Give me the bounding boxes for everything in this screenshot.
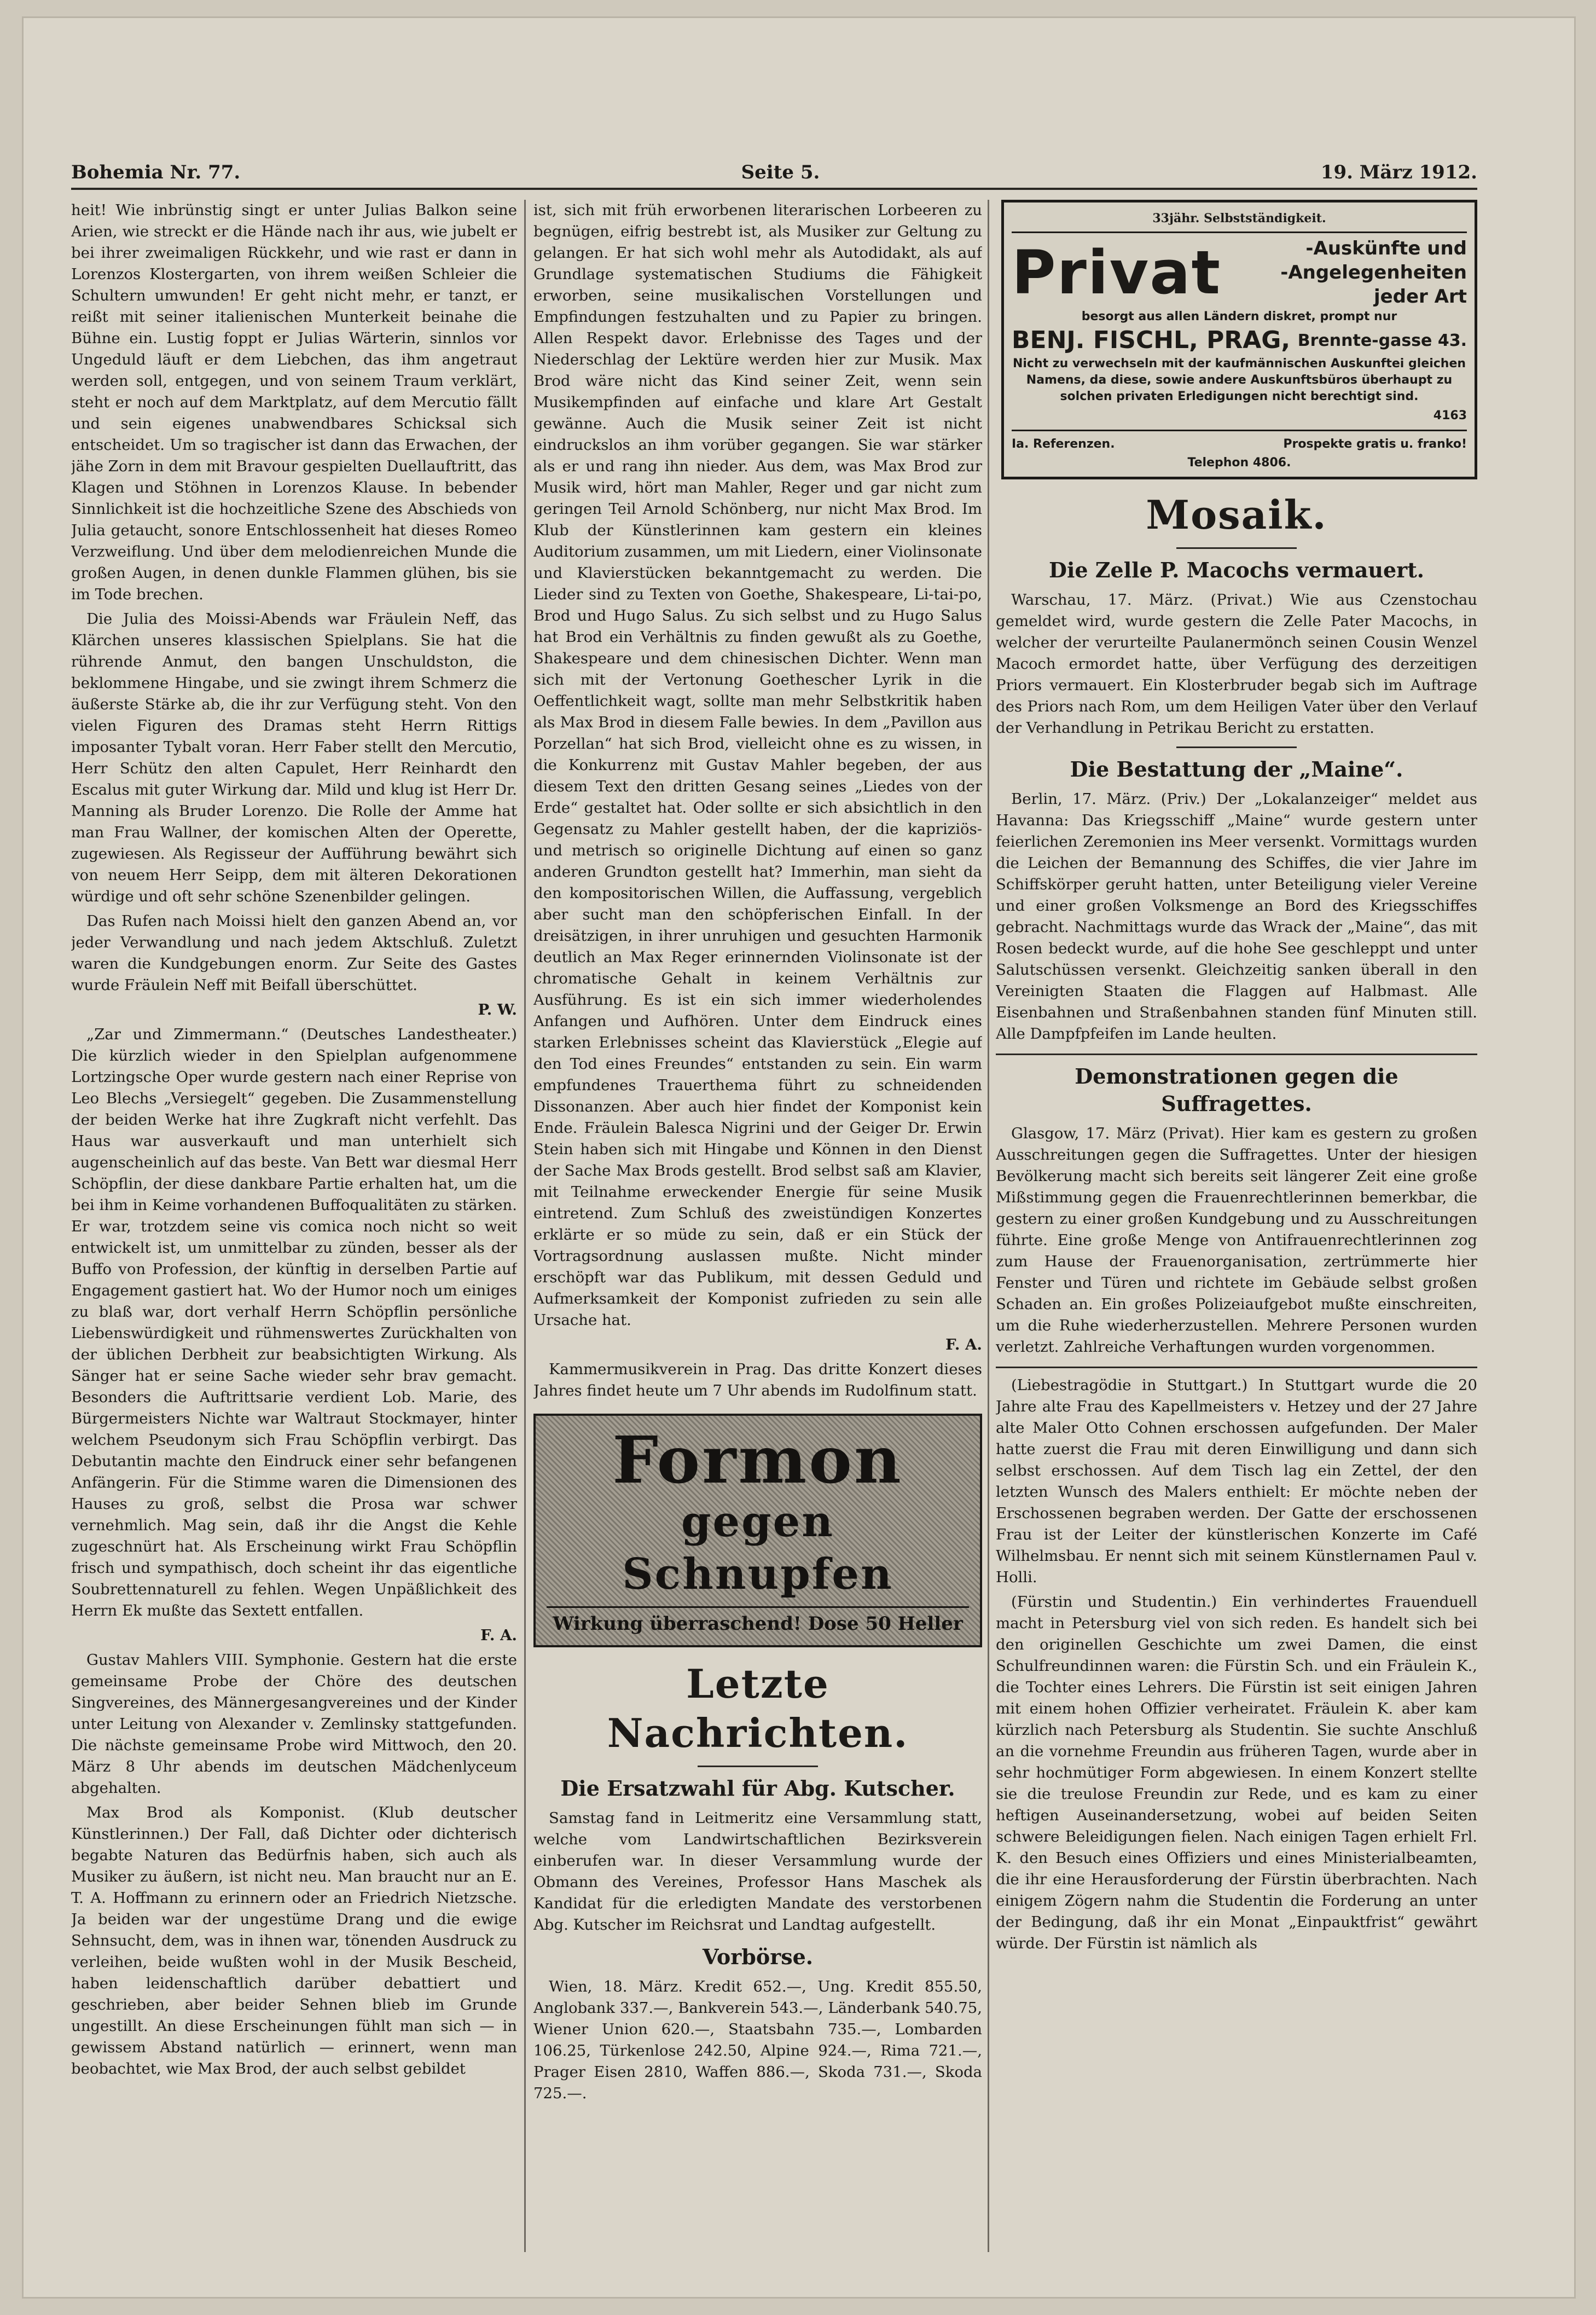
article-heading: Demonstrationen gegen die Suffragettes. (1075, 1064, 1398, 1116)
article-text: Max Brod als Komponist. (Klub deutscher Künstlerinnen.) Der Fall, daß Dichter oder dichterisch begabte Naturen das Bedürfnis haben, sich auch als Musiker zu äußern, ist nicht neu. Man braucht nur an E. T. A. Hoffmann zu erinnern oder an Friedrich Nietzsche. Ja beiden war der ungestüme Drang und die ewige Sehnsucht, dem, was in ihnen war, tönenden Ausdruck zu verleihen, beide wußten wohl in der Musik Bescheid, haben leidenschaftlich darüber debattiert und geschrieben, aber beider Sehnen blieb im Grunde ungestillt. An diese Erscheinungen fühlt man sich — in gewissem Abstand natürlich — erinnert, wenn man beobachtet, wie Max Brod, der auch selbst gebildet (71, 1804, 517, 2077)
article-heading: Vorbörse. (702, 1944, 814, 1969)
article-text: (Liebestragödie in Stuttgart.) In Stuttgart wurde die 20 Jahre alte Frau des Kapellmeisters v. Hetzey und der 27 Jahre alte Maler Otto Cohnen erschossen aufgefunden. Der Maler hatte zuerst die Frau mit deren Einwilligung und dann sich selbst erschossen. Auf dem Tisch lag ein Zettel, der den letzten Wunsch des Malers enthielt: Er möchte neben der Erschossenen begraben werden. Der Gatte der erschossenen Frau ist der Leiter der künstlerischen Konzerte im Café Wilhelmsbau. Er nennt sich mit seinem Künstlernamen Paul v. Holli. (996, 1376, 1477, 1586)
article-text: (Fürstin und Studentin.) Ein verhindertes Frauenduell macht in Petersburg viel von sich reden. Es handelt sich bei den originellen Geschichte um zwei Damen, die einst Schulfreundinnen waren: die Fürstin Sch. und ein Fräulein K., die Tochter eines Lehrers. Die Fürstin ist seit einigen Jahren mit einem hohen Offizier verheiratet. Fräulein K. aber kam kürzlich nach Petersburg als Studentin. Sie suchte Anschluß an die vornehme Freundin aus früheren Tagen, wurde aber in sehr hochmütiger Form abgewiesen. In einem Konzert stellte sie die treulose Freundin zur Rede, und es kam zu einer heftigen Auseinandersetzung, wobei auf beiden Seiten schwere Beleidigungen fielen. Nach einigen Tagen erhielt Frl. K. den Besuch eines Offiziers und eines Ministerialbeamten, die ihr eine Herausforderung der Fürstin überbrachten. Nach einigem Zögern nahm die Studentin die Forderung an unter der Bedingung, daß ihr ein Monat „Einpauktfrist“ gewährt würde. Der Fürstin ist nämlich als (996, 1593, 1477, 1952)
divider (1176, 746, 1297, 748)
divider (698, 1766, 818, 1767)
signature: F. A. (945, 1336, 982, 1353)
column-1 (71, 200, 517, 2279)
column-rule-2 (988, 200, 989, 2252)
signature: P. W. (478, 1001, 517, 1018)
ad-phone: Telephon 4806. (1187, 456, 1291, 470)
article-heading: Die Bestattung der „Maine“. (1070, 757, 1403, 782)
article-heading: Die Zelle P. Macochs vermauert. (1048, 558, 1424, 582)
formon-advertisement (533, 1414, 982, 1647)
newspaper-page (22, 16, 1576, 2299)
article-text: Die Julia des Moissi-Abends war Fräulein Neff, das Klärchen unseres klassischen Spielplans. Sie hat die rührende Anmut, den bangen Unschuldston, die beklommene Hingabe, und sie zwingt ihrem Schmerz die äußerste Stärke ab, die ihr zur Verfügung steht. Von den vielen Figuren des Dramas steht Herrn Rittigs imposanter Tybalt voran. Herr Faber stellt den Mercutio, Herr Schütz den alten Capulet, Herr Reinhardt den Escalus mit guter Wirkung dar. Mild und klug ist Herr Dr. Manning als Bruder Lorenzo. Die Rolle der Amme hat man Frau Wallner, der komischen Alten der Operette, zugewiesen. Als Regisseur der Aufführung bewährt sich von neuem Herr Seipp, dem mit älteren Dekorationen würdige und oft sehr schöne Szenenbilder gelingen. (71, 610, 517, 905)
column-2 (533, 200, 982, 2279)
article-text: Samstag fand in Leitmeritz eine Versammlung statt, welche vom Landwirtschaftlichen Bezirksverein einberufen war. In dieser Versammlung wurde der Obmann des Vereines, Professor Hans Maschek als Kandidat für die erledigten Mandate des verstorbenen Abg. Kutscher im Reichsrat und Landtag aufgestellt. (533, 1809, 982, 1934)
article-heading: Die Ersatzwahl für Abg. Kutscher. (560, 1776, 955, 1801)
section-heading: Letzte Nachrichten. (607, 1660, 909, 1756)
article-text: Berlin, 17. März. (Priv.) Der „Lokalanzeiger“ meldet aus Havanna: Das Kriegsschiff „Maine“ wurde gestern unter feierlichen Zeremonien ins Meer versenkt. Vormittags wurden die Leichen der Bemannung des Schiffes, die vier Jahre im Schiffskörper geruht hatten, unter Beteiligung vieler Vereine und einer großen Volksmenge an Bord des Kriegsschiffes gebracht. Nachmittags wurde das Wrack der „Maine“, das mit Rosen bedeckt wurde, auf die hohe See geschleppt und unter Salutschüssen versenkt. Gleichzeitig sanken überall in den Vereinigten Staaten die Flaggen auf Halbmast. Alle Eisenbahnen und Straßenbahnen standen fünf Minuten still. Alle Dampfpfeifen im Lande heulten. (996, 790, 1477, 1043)
ad-top-line: 33jähr. Selbstständigkeit. (1012, 208, 1467, 233)
ad-references: Ia. Referenzen. (1012, 437, 1115, 451)
divider (996, 1367, 1477, 1368)
section-heading: Mosaik. (1146, 491, 1327, 538)
signature: F. A. (480, 1627, 517, 1644)
ad-right-3: jeder Art (1373, 286, 1467, 308)
article-text: „Zar und Zimmermann.“ (Deutsches Landestheater.) Die kürzlich wieder in den Spielplan aufgenommene Lortzingsche Oper wurde gestern nach einer Reprise von Leo Blechs „Versiegelt“ gegeben. Die Zusammenstellung der beiden Werke hat ihre Zugkraft nicht verfehlt. Das Haus war ausverkauft und man unterhielt sich augenscheinlich auf das beste. Van Bett war diesmal Herr Schöpflin, der diese dankbare Partie erhalten hat, um die bei ihm in Keime vorhandenen Buffoqualitäten zu stärken. Er war, trotzdem seine vis comica noch nicht so weit entwickelt ist, um unmittelbar zu zünden, besser als der Buffo von Profession, der künftig in derselben Partie auf Engagement gastiert hat. Wo der Humor noch um einiges zu blaß war, dort verhalf Herrn Schöpflin persönliche Liebenswürdigkeit und rühmenswertes Zurückhalten von der üblichen Derbheit zur beabsichtigten Wirkung. Als Sänger hat er seine Sache wieder sehr brav gemacht. Besonders die Auftrittsarie verdient Lob. Marie, des Bürgermeisters Nichte war Waltraut Stockmayer, hinter welchem Pseudonym sich Frau Schöpflin verbirgt. Das Debutantin machte den Eindruck einer sehr befangenen Anfängerin. Für die Stimme waren die Dimensionen des Hauses zu groß, selbst die Prosa war schwer vernehmlich. Mag sein, daß ihr die Angst die Kehle zugeschnürt hat. Als Erscheinung wirkt Frau Schöpflin frisch und sympathisch, doch scheint ihr das eigentliche Soubrettennaturell zu fehlen. Wegen Unpäßlichkeit des Herrn Ek mußte das Sextett entfallen. (71, 1026, 517, 1619)
column-3 (996, 200, 1477, 2279)
ad-line-1: besorgt aus allen Ländern diskret, prompt nur (1081, 310, 1397, 323)
ad-tagline: Wirkung überraschend! Dose 50 Heller (547, 1606, 969, 1636)
ad-right-1: -Auskünfte und (1305, 238, 1467, 259)
divider (1176, 547, 1297, 549)
header-left: Bohemia Nr. 77. (71, 161, 241, 183)
column-rule-1 (524, 200, 526, 2252)
article-text: heit! Wie inbrünstig singt er unter Julias Balkon seine Arien, wie streckt er die Hände nach ihr aus, wie jubelt er bei ihrer zweimaligen Rückkehr, und wie rast er dann in Lorenzos Klostergarten, von ihrem weißen Schleier die Schultern umwunden! Er geht nicht mehr, er tanzt, er reißt mit seiner italienischen Munterkeit beinahe die Bühne ein. Lustig foppt er Julias Wärterin, sinnlos vor Ungeduld läuft er dem Liebchen, das ihm angetraut werden soll, entgegen, und von seinem Traum verklärt, steht er noch auf dem Marktplatz, auf dem Mercutio fällt und sein eigenes unabwendbares Schicksal sich entscheidet. Um so tragischer ist dann das Erwachen, der jähe Zorn in dem mit Bravour gespielten Duellauftritt, das Klagen und Stöhnen in Lorenzos Klause. In bebender Sinnlichkeit ist die hochzeitliche Szene des Abschieds von Julia getaucht, sonore Entschlossenheit hat dieses Romeo Verzweiflung. Und über dem melodienreichen Munde die großen Augen, in denen dunkle Flammen glühen, bis sie im Tode brechen. (71, 201, 517, 603)
ad-line-2: Nicht zu verwechseln mit der kaufmännischen Auskunftei gleichen Namens, da diese, sowie andere Auskunftsbüros überhaupt zu solchen privaten Erledigungen nicht berechtigt sind. (1012, 357, 1466, 403)
divider (996, 1054, 1477, 1055)
ad-subtitle: gegen Schnupfen (622, 1497, 893, 1599)
article-text: Wien, 18. März. Kredit 652.—, Ung. Kredit 855.50, Anglobank 337.—, Bankverein 543.—, Länderbank 540.75, Wiener Union 620.—, Staatsbahn 735.—, Lombarden 106.25, Türkenlose 242.50, Alpine 924.—, Rima 721.—, Prager Eisen 2810, Waffen 886.—, Skoda 731.—, Skoda 725.—. (533, 1978, 982, 2102)
article-text: Das Rufen nach Moissi hielt den ganzen Abend an, vor jeder Verwandlung und nach jedem Aktschluß. Zuletzt waren die Kundgebungen enorm. Zur Seite des Gastes wurde Fräulein Neff mit Beifall überschüttet. (71, 912, 517, 994)
ad-brand: Privat (1012, 238, 1222, 308)
article-text: ist, sich mit früh erworbenen literarischen Lorbeeren zu begnügen, eifrig bestrebt ist, als Musiker zur Geltung zu gelangen. Er hat sich wohl mehr als Autodidakt, als auf Grundlage systematischen Studiums die Fähigkeit erworben, seine musikalischen Vorstellungen und Empfindungen festzuhalten und zu Papier zu bringen. Allen Respekt davor. Erlebnisse des Tages und der Niederschlag der Lektüre werden hier zur Musik. Max Brod wäre nicht das Kind seiner Zeit, wenn sein Musikempfinden auf einfache und klare Art Gestalt gewänne. Auch die Musik seiner Zeit ist nicht eindruckslos an ihm vorüber gegangen. Sie war stärker als er und rang ihn nieder. Aus dem, was Max Brod zur Musik wird, hört man Mahler, Reger und gar nicht zum geringen Teil Arnold Schönberg, nur nicht Max Brod. Im Klub der Künstlerinnen kam gestern ein kleines Auditorium zusammen, um mit Liedern, einer Violinsonate und Klavierstücken bekanntgemacht zu werden. Die Lieder sind zu Texten von Goethe, Shakespeare, Li-tai-po, Brod und Hugo Salus. Zu sich selbst und zu Hugo Salus hat Brod ein Verhältnis zu finden gewußt als zu Goethe, Shakespeare und dem chinesischen Dichter. Wenn man sich mit der Vertonung Goethescher Lyrik in die Oeffentlichkeit wagt, sollte man mehr Selbstkritik haben als Max Brod in diesem Falle bewies. In dem „Pavillon aus Porzellan“ hat sich Brod, vielleicht ohne es zu wissen, in die Konkurrenz mit Gustav Mahler begeben, der aus diesem Text den dritten Gesang seines „Liedes von der Erde“ gestaltet hat. Oder sollte er sich absichtlich in den Gegensatz zu Mahler gestellt haben, der die kapriziös- und metrisch so originelle Dichtung auf einen so ganz anderen Grundton gestellt hat? Immerhin, man sieht da den kompositorischen Willen, die Auffassung, vergeblich aber sucht man den schöpferischen Einfall. In der dreisätzigen, in ihrer unruhigen und gesuchten Harmonik deutlich an Max Reger erinnernden Violinsonate ist der chromatische Gehalt in keinem Verhältnis zur Ausführung. Es ist ein sich immer wiederholendes Anfangen und Aufhören. Unter dem Eindruck eines starken Erlebnisses scheint das Klavierstück „Elegie auf den Tod eines Freundes“ entstanden zu sein. Ein warm empfundenes Trauerthema führt zu schneidenden Dissonanzen. Aber auch hier findet der Komponist kein Ende. Fräulein Balesca Nigrini und der Geiger Dr. Erwin Stein haben sich mit Hingabe und Können in den Dienst der Sache Max Brods gestellt. Brod selbst saß am Klavier, mit Teilnahme erweckender Energie für seine Musik eintretend. Zum Schluß des zweistündigen Konzertes erklärte er so müde zu sein, daß er ein Stück der Vortragsordnung auslassen mußte. Nicht minder erschöpft war das Publikum, mit dessen Geduld und Aufmerksamkeit der Komponist zufrieden zu sein alle Ursache hat. (533, 201, 982, 1329)
header-center: Seite 5. (741, 161, 820, 183)
ad-address: Brennte-gasse 43. (1297, 331, 1467, 350)
article-text: Warschau, 17. März. (Privat.) Wie aus Czenstochau gemeldet wird, wurde gestern die Zelle Pater Macochs, in welcher der verurteilte Paulanermönch seinen Cousin Wenzel Macoch ermordet hatte, über Verfügung des derzeitigen Priors vermauert. Ein Klosterbruder begab sich im Auftrage des Priors nach Rom, um dem Heiligen Vater über den Verlauf der Verhandlung in Petrikau Bericht zu erstatten. (996, 591, 1477, 737)
article-text: Glasgow, 17. März (Privat). Hier kam es gestern zu großen Ausschreitungen gegen die Suffragettes. Unter der hiesigen Bevölkerung macht sich bereits seit längerer Zeit eine große Mißstimmung gegen die Frauenrechtlerinnen bemerkbar, die gestern zu einer großen Kundgebung und zu Ausschreitungen führte. Eine große Menge von Antifrauenrechtlerinnen zog zum Hause der Frauenorganisation, zertrümmerte hier Fenster und Türen und richtete im Gebäude selbst großen Schaden an. Ein großes Polizeiaufgebot mußte einschreiten, um die Ruhe wiederherzustellen. Mehrere Personen wurden verletzt. Zahlreiche Verhaftungen wurden vorgenommen. (996, 1125, 1477, 1356)
article-text: Gustav Mahlers VIII. Symphonie. Gestern hat die erste gemeinsame Probe der Chöre des deutschen Singvereines, des Männergesangvereines und der Kinder unter Leitung von Alexander v. Zemlinsky stattgefunden. Die nächste gemeinsame Probe wird Mittwoch, den 20. März 8 Uhr abends im deutschen Mädchenlyceum abgehalten. (71, 1651, 517, 1797)
ad-prospect: Prospekte gratis u. franko! (1283, 437, 1467, 451)
ad-name: BENJ. FISCHL, PRAG, (1012, 326, 1291, 354)
privat-advertisement (1001, 200, 1477, 479)
ad-right-2: -Angelegenheiten (1280, 262, 1467, 283)
ad-number: 4163 (1433, 409, 1467, 423)
header-right: 19. März 1912. (1320, 161, 1477, 183)
page-header (71, 151, 1477, 190)
ad-title: Formon (612, 1422, 903, 1498)
article-text: Kammermusikverein in Prag. Das dritte Konzert dieses Jahres findet heute um 7 Uhr abends im Rudolfinum statt. (533, 1361, 982, 1399)
